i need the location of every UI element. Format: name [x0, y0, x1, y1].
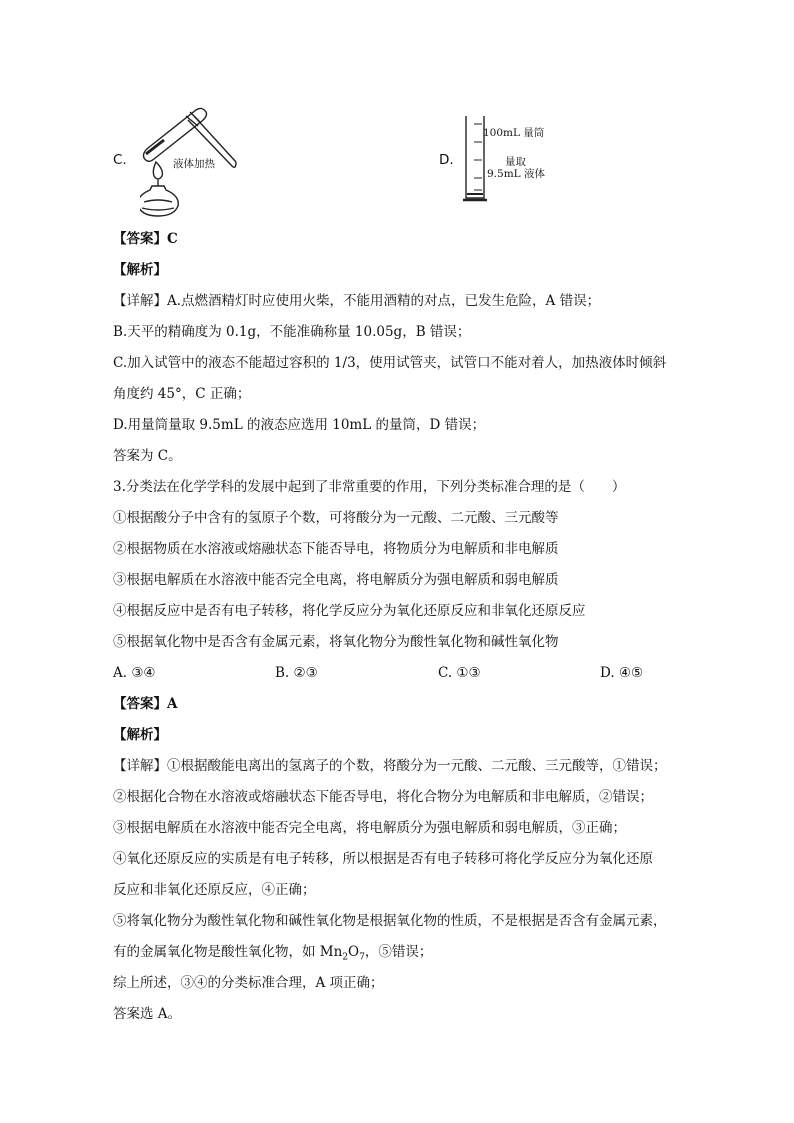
q2-detail-3: C.加入试管中的液态不能超过容积的 1/3，使用试管夹，试管口不能对着人，加热液体时倾斜: [113, 355, 667, 371]
q3-detail-3: ③根据电解质在水溶液中能否完全电离，将电解质分为强电解质和弱电解质，③正确；: [113, 820, 626, 836]
q3-item-3: ③根据电解质在水溶液中能否完全电离，将电解质分为强电解质和弱电解质: [113, 572, 559, 588]
q3-detail-7-text: 有的金属氧化物是酸性氧化物，如 Mn: [113, 944, 343, 960]
q2-detail-5: D.用量筒量取 9.5mL 的液态应选用 10mL 的量筒，D 错误；: [113, 417, 486, 433]
q3-stem: 3.分类法在化学学科的发展中起到了非常重要的作用，下列分类标准合理的是（ ）: [113, 479, 626, 495]
q2-answer: 【答案】C: [113, 231, 178, 247]
q3-conclusion: 答案选 A。: [113, 1006, 182, 1022]
q2-detail-4: 角度约 45°，C 正确；: [113, 386, 251, 402]
q2-detail-1: 【详解】A.点燃酒精灯时应使用火柴，不能用酒精的对点，已发生危险，A 错误；: [113, 293, 601, 309]
q2-conclusion: 答案为 C。: [113, 448, 182, 464]
figure-c-annotation: 液体加热: [173, 158, 215, 170]
flame-icon: [153, 162, 162, 179]
q3-detail-7: [113, 942, 432, 968]
q3-detail-7-tail: ，⑤错误；: [364, 944, 433, 960]
q3-option-a[interactable]: A. ③④: [113, 665, 156, 681]
q3-detail-2: ②根据化合物在水溶液或熔融状态下能否导电，将化合物分为电解质和非电解质，②错误；: [113, 789, 653, 805]
q3-item-4: ④根据反应中是否有电子转移，将化学反应分为氧化还原反应和非氧化还原反应: [113, 603, 586, 619]
figure-d-mid-label-2: 9.5mL 液体: [487, 168, 545, 180]
q3-summary: 综上所述，③④的分类标准合理，A 项正确；: [113, 975, 384, 991]
q2-analysis-heading: 【解析】: [113, 262, 167, 278]
q3-detail-6: ⑤将氧化物分为酸性氧化物和碱性氧化物是根据氧化物的性质，不是根据是否含有金属元素，: [113, 913, 667, 929]
q3-option-b[interactable]: B. ②③: [275, 665, 318, 681]
q3-analysis-heading: 【解析】: [113, 727, 167, 743]
q3-option-c[interactable]: C. ①③: [438, 665, 481, 681]
subscript-2: 2: [342, 952, 349, 963]
figure-d-label: D.: [439, 152, 454, 168]
q3-item-2: ②根据物质在水溶液或熔融状态下能否导电，将物质分为电解质和非电解质: [113, 541, 559, 557]
figure-d-top-label: 100mL 量筒: [483, 127, 545, 139]
oxygen-symbol: O: [348, 944, 360, 960]
q3-detail-1: 【详解】①根据酸能电离出的氢离子的个数，将酸分为一元酸、二元酸、三元酸等，①错误；: [113, 758, 667, 774]
figure-d-mid-label-1: 量取: [505, 156, 526, 168]
q3-answer: 【答案】A: [113, 696, 178, 712]
q3-option-d[interactable]: D. ④⑤: [600, 665, 644, 681]
subscript-7: 7: [359, 952, 365, 963]
q3-detail-5: 反应和非氧化还原反应，④正确；: [113, 882, 316, 898]
q3-item-5: ⑤根据氧化物中是否含有金属元素，将氧化物分为酸性氧化物和碱性氧化物: [113, 634, 559, 650]
q2-detail-2: B.天平的精确度为 0.1g，不能准确称量 10.05g，B 错误；: [113, 324, 471, 340]
test-tube-icon: [144, 108, 207, 161]
q3-detail-4: ④氧化还原反应的实质是有电子转移，所以根据是否有电子转移可将化学反应分为氧化还原: [113, 851, 653, 867]
q3-item-1: ①根据酸分子中含有的氢原子个数，可将酸分为一元酸、二元酸、三元酸等: [113, 510, 559, 526]
figure-c-label: C.: [113, 152, 127, 168]
